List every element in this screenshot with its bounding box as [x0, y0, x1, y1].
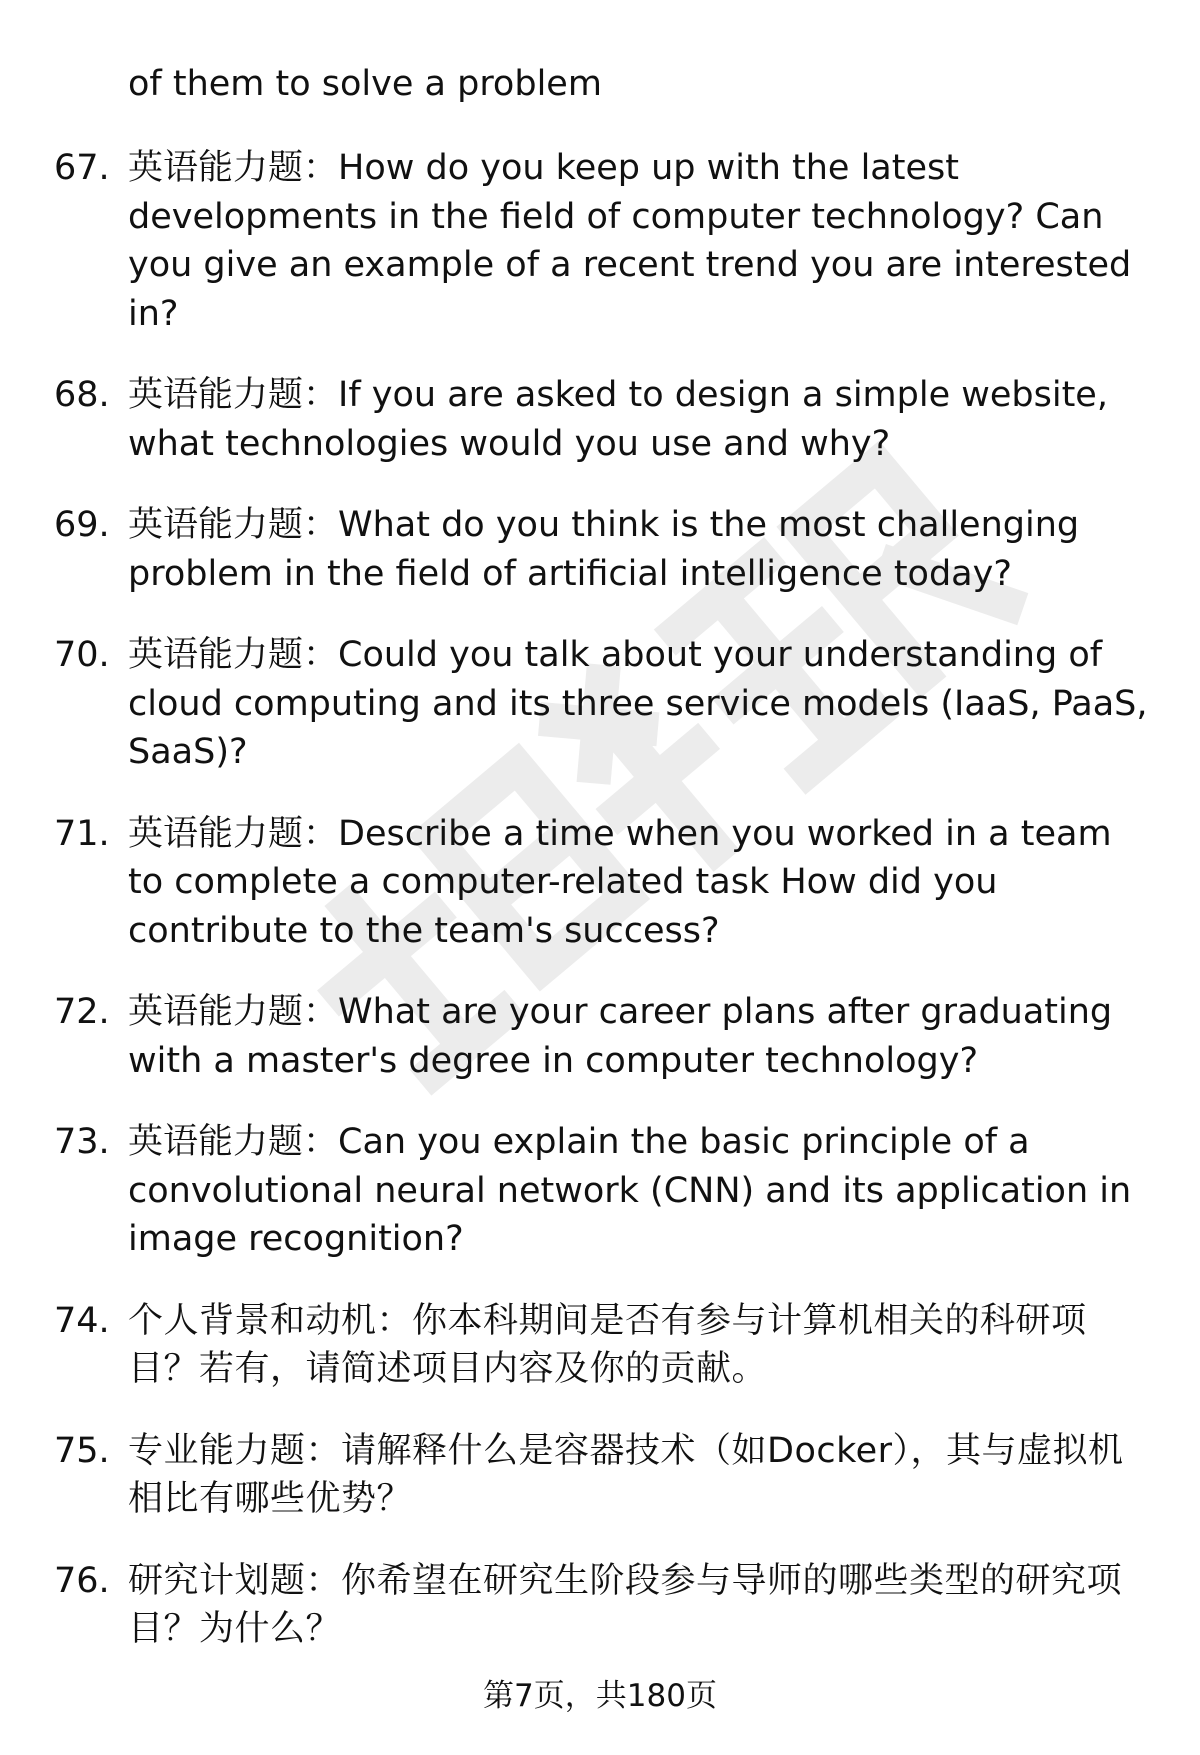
- question-number: 69.: [54, 505, 110, 545]
- question-number: 71.: [54, 813, 110, 854]
- question-text: 英语能力题：Could you talk about your understanding of cloud computing and its three service models (IaaS, PaaS, SaaS)?: [128, 635, 1148, 772]
- question-number: 72.: [54, 992, 110, 1032]
- question-list: [0, 144, 1200, 1687]
- question-number: 75.: [54, 1430, 110, 1471]
- question-text: 个人背景和动机：你本科期间是否有参与计算机相关的科研项目？若有，请简述项目内容及你的贡献。: [128, 1300, 1087, 1389]
- question-text: 英语能力题：Can you explain the basic principle of a convolutional neural network (CNN) and its application in image recognition?: [128, 1122, 1132, 1259]
- question-number: 67.: [54, 148, 110, 188]
- question-item: [0, 1427, 1200, 1524]
- question-text: 英语能力题：What are your career plans after graduating with a master's degree in computer technology?: [128, 992, 1113, 1081]
- question-item: [0, 1297, 1200, 1394]
- question-item: [0, 1118, 1200, 1264]
- question-number: 73.: [54, 1122, 110, 1162]
- question-number: 74.: [54, 1300, 110, 1341]
- question-number: 70.: [54, 635, 110, 675]
- question-item: [0, 988, 1200, 1085]
- question-item: [0, 631, 1200, 777]
- question-text: 英语能力题：What do you think is the most challenging problem in the field of artificial intelligence today?: [128, 505, 1080, 594]
- question-text: 英语能力题：If you are asked to design a simple website, what technologies would you use and why?: [128, 375, 1108, 464]
- question-item: [0, 1557, 1200, 1654]
- question-number: 68.: [54, 375, 110, 415]
- question-number: 76.: [54, 1560, 110, 1601]
- continued-question-text: of them to solve a problem: [128, 64, 602, 104]
- question-item: [0, 810, 1200, 956]
- page-footer: 第7页，共180页: [483, 1678, 717, 1714]
- question-text: 专业能力题：请解释什么是容器技术（如Docker），其与虚拟机相比有哪些优势？: [128, 1430, 1124, 1519]
- question-item: [0, 371, 1200, 468]
- question-item: [0, 144, 1200, 338]
- question-text: 英语能力题：How do you keep up with the latest developments in the field of computer technology? Can you give an example of a recent trend you are interested in?: [128, 148, 1132, 334]
- question-item: [0, 501, 1200, 598]
- question-text: 英语能力题：Describe a time when you worked in a team to complete a computer-related task How did you contribute to the team's success?: [128, 813, 1112, 951]
- question-text: 研究计划题：你希望在研究生阶段参与导师的哪些类型的研究项目？为什么？: [128, 1560, 1123, 1649]
